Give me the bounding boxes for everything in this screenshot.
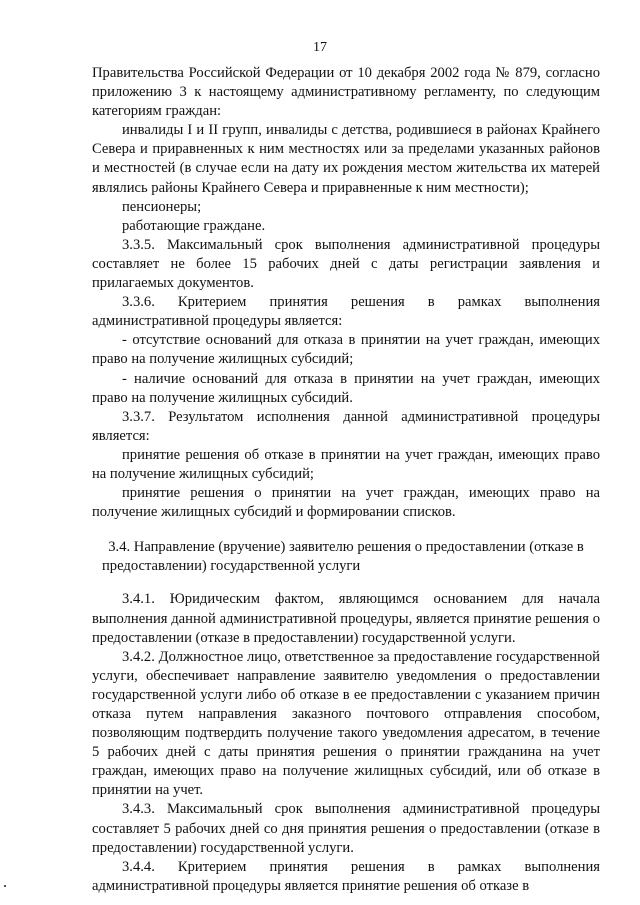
paragraph-3-3-7: 3.3.7. Результатом исполнения данной административной процедуры является: [92,408,600,444]
list-item-no-grounds: - отсутствие оснований для отказа в принятии на учет граждан, имеющих право на получение жилищных субсидий; [92,332,600,368]
paragraph-3-4-2: 3.4.2. Должностное лицо, ответственное за предоставление государственной услуги, обеспечивает направление заявителю уведомления о предоставлении государственной услуги либо об отказе в ее предоставлении с указанием причин отказа путем направления заказного почтового отправления способом, позволяющим подтвердить получение такого уведомления адресатом, в течение 5 рабочих дней с даты принятия решения о принятии гражданина на учет граждан, имеющих право на получение жилищных субсидий, или об отказе в принятии на учет. [92,648,600,799]
list-item-refusal-decision: принятие решения об отказе в принятии на учет граждан, имеющих право на получение жилищных субсидий; [92,446,600,482]
list-item-category-working: работающие граждане. [122,217,266,234]
section-heading-3-4: 3.4. Направление (вручение) заявителю решения о предоставлении (отказе в предоставлении) государственной услуги [102,539,584,575]
list-item-category-pensioners: пенсионеры; [122,198,202,215]
list-item-category-disabled: инвалиды I и II групп, инвалиды с детства, родившиеся в районах Крайнего Севера и приравненных к ним местностях или за пределами указанных районов и местностей (в случае если на дату их рождения местом жительства их матерей являлись районы Крайнего Севера и приравненные к ним местности); [92,122,600,196]
document-body [92,64,600,896]
paragraph-3-3-5: 3.3.5. Максимальный срок выполнения административной процедуры составляет не более 15 рабочих дней с даты регистрации заявления и прилагаемых документов. [92,236,600,292]
paragraph-3-4-4: 3.4.4. Критерием принятия решения в рамках выполнения административной процедуры является принятие решения об отказе в [92,858,600,894]
paragraph-3-4-1: 3.4.1. Юридическим фактом, являющимся основанием для начала выполнения данной административной процедуры, является принятие решения о предоставлении (отказе в предоставлении) государственной услуги. [92,591,600,646]
list-item-grounds: - наличие оснований для отказа в принятии на учет граждан, имеющих право на получение жилищных субсидий. [92,370,600,406]
scan-mark [4,885,6,887]
page-number: 17 [313,40,327,55]
list-item-acceptance-decision: принятие решения о принятии на учет граждан, имеющих право на получение жилищных субсидий и формировании списков. [92,485,600,521]
paragraph-continuation: Правительства Российской Федерации от 10 декабря 2002 года № 879, согласно приложению 3 к настоящему административному регламенту, по следующим категориям граждан: [92,65,600,120]
paragraph-3-4-3: 3.4.3. Максимальный срок выполнения административной процедуры составляет 5 рабочих дней со дня принятия решения о предоставлении (отказе в предоставлении) государственной услуги. [92,801,600,856]
paragraph-3-3-6: 3.3.6. Критерием принятия решения в рамках выполнения административной процедуры является: [92,294,600,330]
